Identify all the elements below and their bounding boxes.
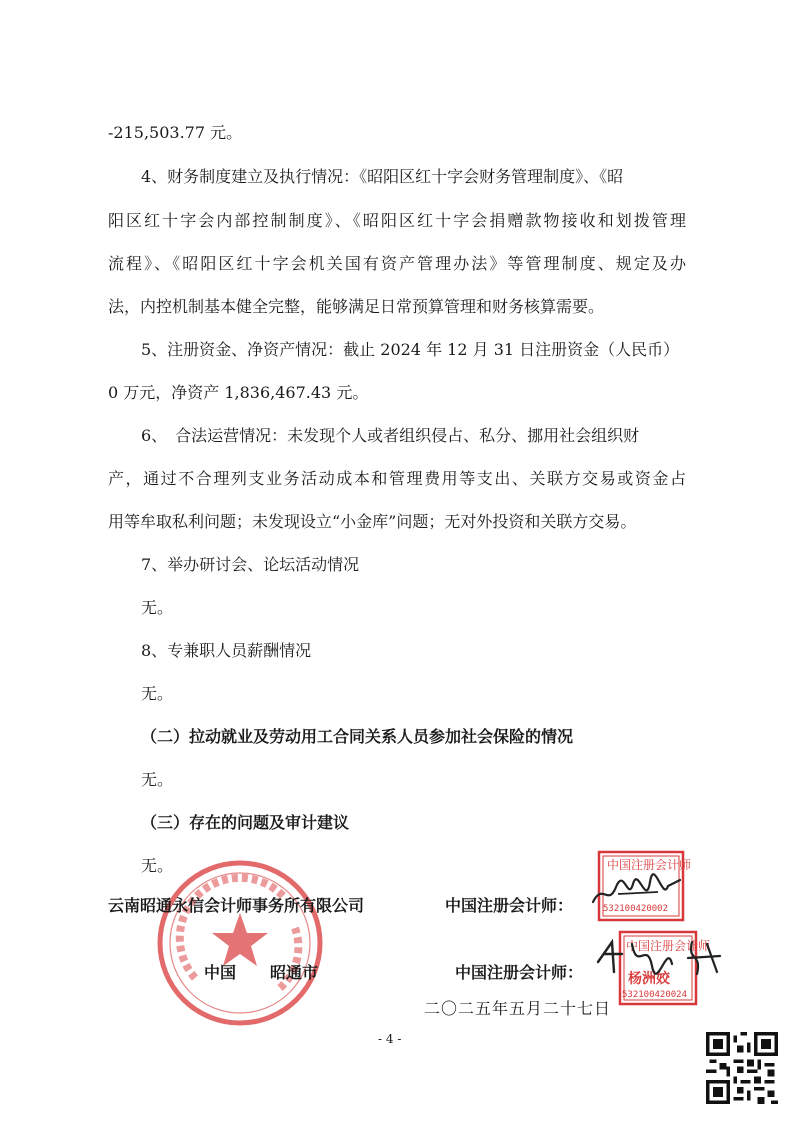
line-1: -215,503.77 元。 bbox=[108, 123, 243, 142]
line-5: 法，内控机制基本健全完整，能够满足日常预算管理和财务核算需要。 bbox=[108, 297, 605, 316]
line-3: 阳区红十字会内部控制制度》、《昭阳区红十字会捐赠款物接收和划拨管理 bbox=[108, 211, 686, 230]
cpa-seal-2-name: 杨洲姣 bbox=[628, 971, 670, 987]
line-12: 无。 bbox=[141, 598, 174, 617]
line-16: 无。 bbox=[141, 770, 174, 789]
line-4: 流程》、《昭阳区红十字会机关国有资产管理办法》等管理制度、规定及办 bbox=[108, 254, 686, 273]
section-3-heading: （三）存在的问题及审计建议 bbox=[141, 813, 350, 832]
location-city: 昭通市 bbox=[270, 963, 319, 982]
line-7: 0 万元，净资产 1,836,467.43 元。 bbox=[108, 383, 369, 402]
cpa-seal-2-title: 中国注册会计师 bbox=[626, 939, 711, 953]
page-number: - 4 - bbox=[378, 1032, 402, 1046]
line-14: 无。 bbox=[141, 684, 174, 703]
line-9: 产，通过不合理列支业务活动成本和管理费用等支出、关联方交易或资金占 bbox=[108, 469, 686, 488]
location-country: 中国 bbox=[204, 963, 237, 982]
signature-1-icon bbox=[588, 872, 688, 912]
qr-code-icon bbox=[706, 1032, 778, 1104]
line-8: 6、 合法运营情况：未发现个人或者组织侵占、私分、挪用社会组织财 bbox=[141, 426, 640, 445]
line-13: 8、专兼职人员薪酬情况 bbox=[141, 641, 312, 660]
report-date: 二〇二五年五月二十七日 bbox=[424, 999, 612, 1018]
cpa-label-2: 中国注册会计师： bbox=[455, 963, 584, 982]
line-11: 7、举办研讨会、论坛活动情况 bbox=[141, 555, 360, 574]
line-10: 用等牟取私利问题；未发现设立“小金库”问题；无对外投资和关联方交易。 bbox=[108, 512, 637, 531]
section-2-heading: （二）拉动就业及劳动用工合同关系人员参加社会保险的情况 bbox=[141, 727, 574, 746]
cpa-label-1: 中国注册会计师： bbox=[445, 896, 574, 915]
line-6: 5、注册资金、净资产情况：截止 2024 年 12 月 31 日注册资金（人民币） bbox=[141, 340, 680, 359]
cpa-seal-1-number: 532100420002 bbox=[603, 904, 669, 914]
signature-2-icon bbox=[592, 932, 732, 982]
line-18: 无。 bbox=[141, 856, 174, 875]
firm-seal-icon bbox=[155, 858, 325, 1028]
cpa-seal-2-number: 532100420024 bbox=[622, 990, 688, 1000]
line-2: 4、财务制度建立及执行情况：《昭阳区红十字会财务管理制度》、《昭 bbox=[141, 167, 624, 186]
cpa-seal-1-title: 中国注册会计师 bbox=[607, 858, 692, 872]
firm-name: 云南昭通永信会计师事务所有限公司 bbox=[108, 896, 365, 915]
